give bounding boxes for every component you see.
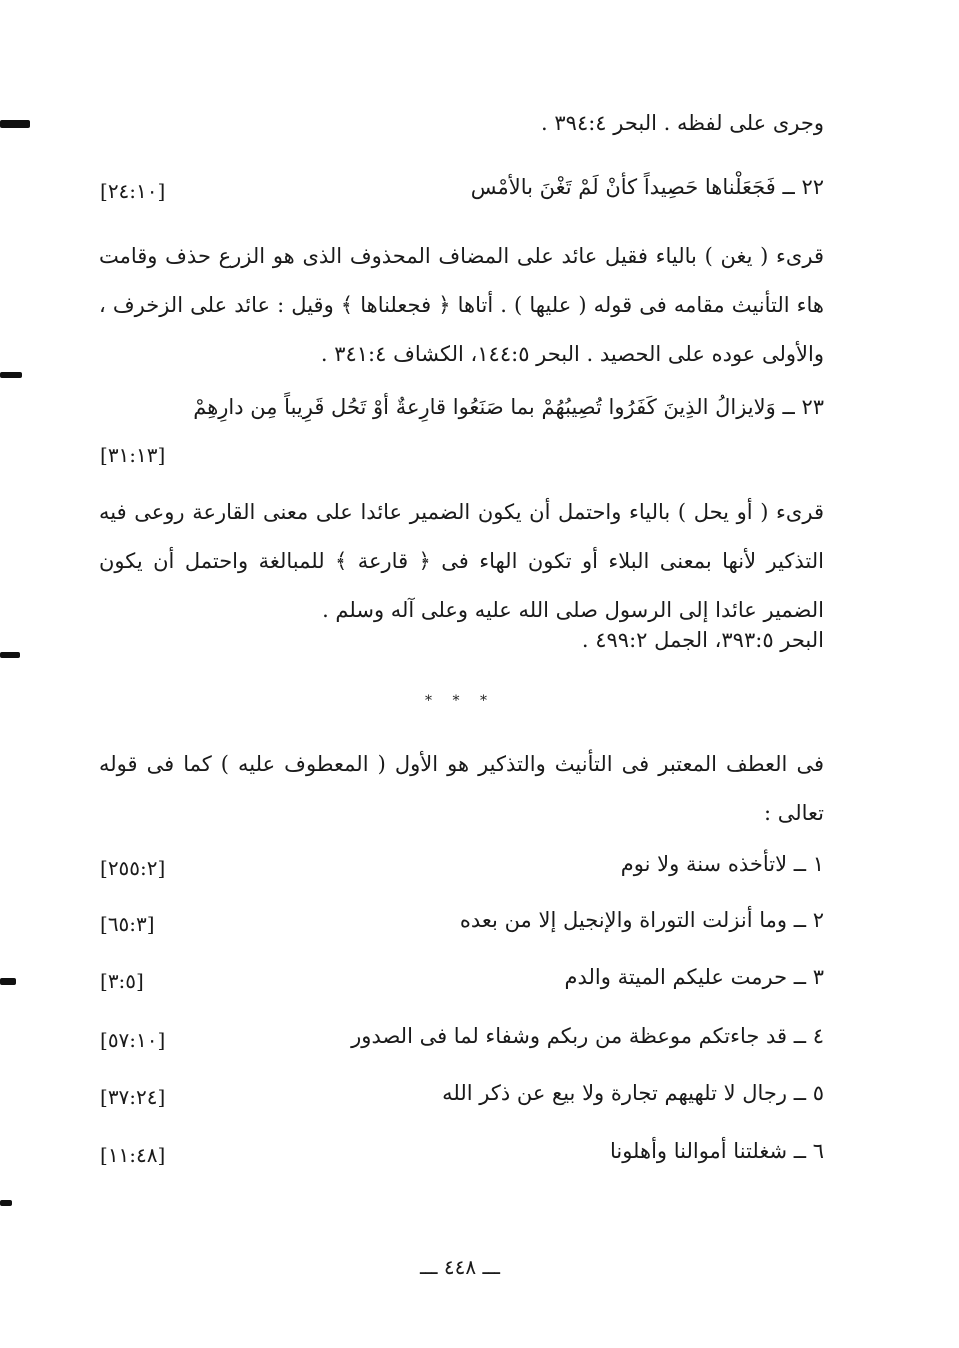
list-item: ٣ ــ حرمت عليكم الميتة والدم (564, 965, 824, 989)
commentary-paragraph: قرىء ( يغن ) بالياء فقيل عائد على المضاف المحذوف الذى هو الزرع حذف وقامت هاء التأنيث مقامه فى قوله ( عليها ) . أتاها ﴿ فجعلناها ﴾ وقيل : عائد على الزخرف ، والأولى عوده على الحصيد . البحر ١٤٤:٥، الكشاف ٣٤١:٤ . (99, 244, 824, 366)
list-item-ref: [٦٥:٣] (100, 912, 155, 936)
section-intro: فى العطف المعتبر فى التأنيث والتذكير هو الأول ( المعطوف عليه ) كما فى قوله تعالى : (99, 752, 824, 825)
verse-ref-23: [٣١:١٣] (100, 443, 166, 467)
scan-edge-mark (0, 978, 16, 985)
list-item: ٦ ــ شغلتنا أموالنا وأهلونا (609, 1139, 824, 1163)
list-item-ref: [١١:٤٨] (100, 1143, 166, 1167)
list-item-ref: [٥٧:١٠] (100, 1028, 166, 1052)
section-divider: * * * (425, 693, 495, 709)
citation-line: البحر ٣٩٣:٥، الجمل ٤٩٩:٢ . (581, 628, 824, 652)
list-item: ٢ ــ وما أنزلت التوراة والإنجيل إلا من بعده (459, 908, 824, 932)
list-item: ٥ ــ رجال لا تلهيهم تجارة ولا بيع عن ذكر الله (442, 1081, 824, 1105)
scan-edge-mark (0, 120, 30, 128)
list-item-ref: [٢٥٥:٢] (100, 856, 166, 880)
list-item: ١ ــ لاتأخذه سنة ولا نوم (620, 852, 824, 876)
verse-22: ٢٢ ــ فَجَعَلْناها حَصِيداً كأنْ لَمْ تَغْنَ بالأمْس (470, 175, 824, 199)
list-item: ٤ ــ قد جاءتكم موعظة من ربكم وشفاء لما فى الصدور (351, 1024, 824, 1048)
scan-edge-mark (0, 652, 20, 658)
commentary-paragraph: قرىء ( أو يحل ) بالياء واحتمل أن يكون الضمير عائدا على معنى القارعة روعى فيه التذكير لأنها بمعنى البلاء أو تكون الهاء فى ﴿ قارعة ﴾ للمبالغة واحتمل أن يكون الضمير عائدا إلى الرسول صلى الله عليه وعلى آله وسلم . (99, 500, 824, 622)
list-item-ref: [٣٧:٢٤] (100, 1085, 166, 1109)
text-line: وجرى على لفظه . البحر ٣٩٤:٤ . (541, 111, 824, 135)
scan-edge-mark (0, 372, 22, 378)
list-item-ref: [٣:٥] (100, 969, 144, 993)
verse-23: ٢٣ ــ وَلايزالُ الذِينَ كَفَرُوا تُصِيبُهُمْ بما صَنَعُوا قارِعةٌ أوْ تَحُل قَرِيباً مِن دارِهِمْ (193, 395, 824, 419)
scan-edge-mark (0, 1200, 12, 1206)
page-number: ـــ ٤٤٨ ـــ (419, 1255, 501, 1279)
verse-ref-22: [٢٤:١٠] (100, 179, 166, 203)
